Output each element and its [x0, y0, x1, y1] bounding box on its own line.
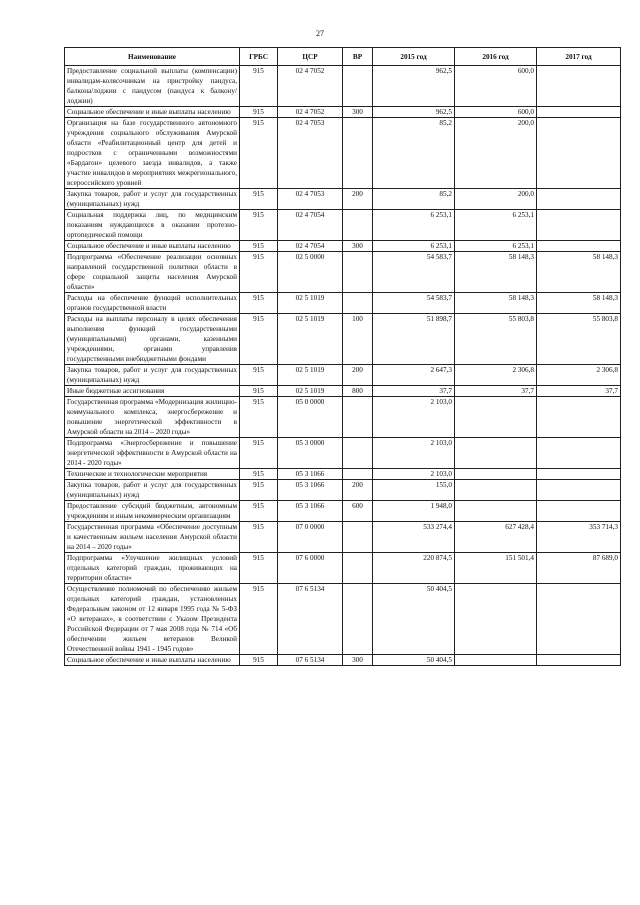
row-2015: 37,7 [373, 386, 455, 397]
row-2016 [455, 469, 537, 480]
row-vr [343, 469, 373, 480]
table-row [65, 210, 621, 241]
row-2016: 2 306,8 [455, 365, 537, 386]
header-name: Наименование [65, 48, 240, 66]
row-2016: 6 253,1 [455, 210, 537, 241]
table-row [65, 365, 621, 386]
row-csr: 05 3 1066 [278, 501, 343, 522]
row-csr: 02 5 1019 [278, 293, 343, 314]
row-2015: 51 898,7 [373, 314, 455, 365]
row-2015: 2 647,3 [373, 365, 455, 386]
table-row [65, 189, 621, 210]
header-2015: 2015 год [373, 48, 455, 66]
row-name: Государственная программа «Модернизация жилищно-коммунального комплекса, энергосбережение и повышение энергетической эффективности в Амурской области на 2014 – 2020 годы» [65, 397, 240, 438]
row-2015: 1 948,0 [373, 501, 455, 522]
row-2016 [455, 655, 537, 666]
row-2017 [537, 469, 621, 480]
row-2017 [537, 438, 621, 469]
header-grbs: ГРБС [240, 48, 278, 66]
row-vr: 300 [343, 107, 373, 118]
row-name: Организация на базе государственного автономного учреждения социального обслуживания Амурской области «Реабилитационный центр для детей и подростков с ограниченными возможностями «Бардагон» целевого заезда инвалидов, а также участие инвалидов в мероприятиях межрегионального, всероссийского уровней [65, 118, 240, 189]
row-2017: 353 714,3 [537, 522, 621, 553]
row-2016 [455, 501, 537, 522]
row-grbs: 915 [240, 386, 278, 397]
header-2017: 2017 год [537, 48, 621, 66]
row-csr: 07 0 0000 [278, 522, 343, 553]
row-2017 [537, 66, 621, 107]
row-2016: 6 253,1 [455, 241, 537, 252]
row-csr: 07 6 5134 [278, 655, 343, 666]
row-name: Социальное обеспечение и иные выплаты населению [65, 655, 240, 666]
row-grbs: 915 [240, 553, 278, 584]
row-csr: 02 4 7053 [278, 118, 343, 189]
row-2017 [537, 397, 621, 438]
row-2015: 50 404,5 [373, 655, 455, 666]
row-2015: 85,2 [373, 118, 455, 189]
row-2015: 962,5 [373, 66, 455, 107]
row-2016: 58 148,3 [455, 293, 537, 314]
row-vr [343, 522, 373, 553]
row-2015: 220 874,5 [373, 553, 455, 584]
row-vr [343, 210, 373, 241]
row-csr: 02 5 1019 [278, 365, 343, 386]
row-2016: 627 428,4 [455, 522, 537, 553]
row-vr [343, 553, 373, 584]
header-csr: ЦСР [278, 48, 343, 66]
table-row [65, 397, 621, 438]
row-grbs: 915 [240, 397, 278, 438]
row-name: Социальное обеспечение и иные выплаты населению [65, 241, 240, 252]
row-vr: 200 [343, 480, 373, 501]
row-grbs: 915 [240, 501, 278, 522]
row-2016 [455, 584, 537, 655]
row-name: Осуществление полномочий по обеспечению жильем отдельных категорий граждан, установленных Федеральным законом от 12 января 1995 года № 5-ФЗ «О ветеранах», в соответствии с Указом Президента Российской Федерации от 7 мая 2008 года № 714 «Об обеспечении жильем ветеранов Великой Отечественной войны 1941 - 1945 годов» [65, 584, 240, 655]
row-2015: 2 103,0 [373, 438, 455, 469]
row-name: Расходы на обеспечение функций исполнительных органов государственной власти [65, 293, 240, 314]
row-2015: 2 103,0 [373, 469, 455, 480]
row-2016: 37,7 [455, 386, 537, 397]
row-vr: 200 [343, 365, 373, 386]
row-grbs: 915 [240, 584, 278, 655]
row-grbs: 915 [240, 189, 278, 210]
row-csr: 02 5 1019 [278, 314, 343, 365]
row-vr [343, 584, 373, 655]
row-vr: 200 [343, 189, 373, 210]
row-2017 [537, 655, 621, 666]
row-name: Закупка товаров, работ и услуг для государственных (муниципальных) нужд [65, 480, 240, 501]
table-row [65, 241, 621, 252]
row-2017 [537, 241, 621, 252]
table-row [65, 584, 621, 655]
row-vr [343, 397, 373, 438]
row-2016: 600,0 [455, 107, 537, 118]
row-grbs: 915 [240, 252, 278, 293]
row-vr: 600 [343, 501, 373, 522]
row-name: Подпрограмма «Энергосбережение и повышение энергетической эффективности в Амурской области на 2014 - 2020 годы» [65, 438, 240, 469]
row-csr: 02 4 7054 [278, 241, 343, 252]
row-2015: 54 583,7 [373, 293, 455, 314]
row-2017: 55 803,8 [537, 314, 621, 365]
row-grbs: 915 [240, 66, 278, 107]
row-vr [343, 118, 373, 189]
header-2016: 2016 год [455, 48, 537, 66]
row-vr: 100 [343, 314, 373, 365]
row-grbs: 915 [240, 241, 278, 252]
row-2015: 6 253,1 [373, 241, 455, 252]
table-row [65, 314, 621, 365]
row-grbs: 915 [240, 438, 278, 469]
row-csr: 07 6 5134 [278, 584, 343, 655]
row-2016 [455, 480, 537, 501]
row-2017: 2 306,8 [537, 365, 621, 386]
row-2015: 6 253,1 [373, 210, 455, 241]
row-csr: 05 0 0000 [278, 397, 343, 438]
row-csr: 02 4 7054 [278, 210, 343, 241]
row-2016: 200,0 [455, 118, 537, 189]
row-2017: 58 148,3 [537, 252, 621, 293]
row-name: Предоставление субсидий бюджетным, автономным учреждениям и иным некоммерческим организациям [65, 501, 240, 522]
table-row [65, 655, 621, 666]
row-csr: 02 5 1019 [278, 386, 343, 397]
row-name: Закупка товаров, работ и услуг для государственных (муниципальных) нужд [65, 365, 240, 386]
table-row [65, 438, 621, 469]
row-2017 [537, 584, 621, 655]
row-name: Расходы на выплаты персоналу в целях обеспечения выполнения функций государственными (муниципальными) органами, казенными учреждениями, органами управления государственными внебюджетными фондами [65, 314, 240, 365]
row-2017 [537, 501, 621, 522]
row-grbs: 915 [240, 210, 278, 241]
row-vr: 300 [343, 655, 373, 666]
row-2016: 55 803,8 [455, 314, 537, 365]
row-grbs: 915 [240, 314, 278, 365]
row-grbs: 915 [240, 469, 278, 480]
table-header-row [65, 48, 621, 66]
table-row [65, 252, 621, 293]
table-row [65, 118, 621, 189]
row-grbs: 915 [240, 522, 278, 553]
row-2016: 58 148,3 [455, 252, 537, 293]
row-csr: 02 4 7052 [278, 107, 343, 118]
budget-table [64, 47, 621, 666]
row-csr: 05 3 0000 [278, 438, 343, 469]
row-name: Технические и технологические мероприятия [65, 469, 240, 480]
row-2015: 2 103,0 [373, 397, 455, 438]
row-2016 [455, 397, 537, 438]
row-grbs: 915 [240, 365, 278, 386]
table-row [65, 293, 621, 314]
row-2017 [537, 107, 621, 118]
row-2016: 200,0 [455, 189, 537, 210]
table-row [65, 501, 621, 522]
row-name: Социальная поддержка лиц, по медицинским показаниям нуждающихся в оказании протезно-ортопедической помощи [65, 210, 240, 241]
row-2015: 533 274,4 [373, 522, 455, 553]
table-row [65, 107, 621, 118]
row-2015: 155,0 [373, 480, 455, 501]
table-row [65, 66, 621, 107]
row-csr: 05 3 1066 [278, 469, 343, 480]
row-csr: 07 6 0000 [278, 553, 343, 584]
row-2015: 85,2 [373, 189, 455, 210]
row-vr [343, 252, 373, 293]
row-2017: 58 148,3 [537, 293, 621, 314]
header-vr: ВР [343, 48, 373, 66]
row-2015: 54 583,7 [373, 252, 455, 293]
row-2015: 50 404,5 [373, 584, 455, 655]
row-csr: 02 4 7053 [278, 189, 343, 210]
row-vr [343, 66, 373, 107]
row-grbs: 915 [240, 655, 278, 666]
row-2017: 87 689,0 [537, 553, 621, 584]
row-vr: 300 [343, 241, 373, 252]
row-2017 [537, 118, 621, 189]
row-name: Социальное обеспечение и иные выплаты населению [65, 107, 240, 118]
row-2015: 962,5 [373, 107, 455, 118]
row-name: Подпрограмма «Обеспечение реализации основных направлений государственной политики области в сфере социальной защиты населения Амурской области» [65, 252, 240, 293]
row-2017 [537, 210, 621, 241]
table-row [65, 553, 621, 584]
table-row [65, 386, 621, 397]
table-row [65, 480, 621, 501]
row-csr: 02 4 7052 [278, 66, 343, 107]
row-name: Подпрограмма «Улучшение жилищных условий отдельных категорий граждан, проживающих на территории области» [65, 553, 240, 584]
row-2016: 151 501,4 [455, 553, 537, 584]
page-number: 27 [316, 29, 324, 38]
row-vr [343, 293, 373, 314]
row-grbs: 915 [240, 107, 278, 118]
row-name: Иные бюджетные ассигнования [65, 386, 240, 397]
table-row [65, 522, 621, 553]
row-2016: 600,0 [455, 66, 537, 107]
row-grbs: 915 [240, 293, 278, 314]
row-2017 [537, 189, 621, 210]
row-vr [343, 438, 373, 469]
row-name: Закупка товаров, работ и услуг для государственных (муниципальных) нужд [65, 189, 240, 210]
row-2017 [537, 480, 621, 501]
row-csr: 02 5 0000 [278, 252, 343, 293]
row-2017: 37,7 [537, 386, 621, 397]
row-grbs: 915 [240, 480, 278, 501]
table-row [65, 469, 621, 480]
row-name: Государственная программа «Обеспечение доступным и качественным жильем населения Амурской области на 2014 – 2020 годы» [65, 522, 240, 553]
row-csr: 05 3 1066 [278, 480, 343, 501]
row-grbs: 915 [240, 118, 278, 189]
row-2016 [455, 438, 537, 469]
row-vr: 800 [343, 386, 373, 397]
row-name: Предоставление социальной выплаты (компенсации) инвалидам-колясочникам на пристройку пандуса, балкона/лоджии с пандусом (пандуса к балкону/лоджии) [65, 66, 240, 107]
